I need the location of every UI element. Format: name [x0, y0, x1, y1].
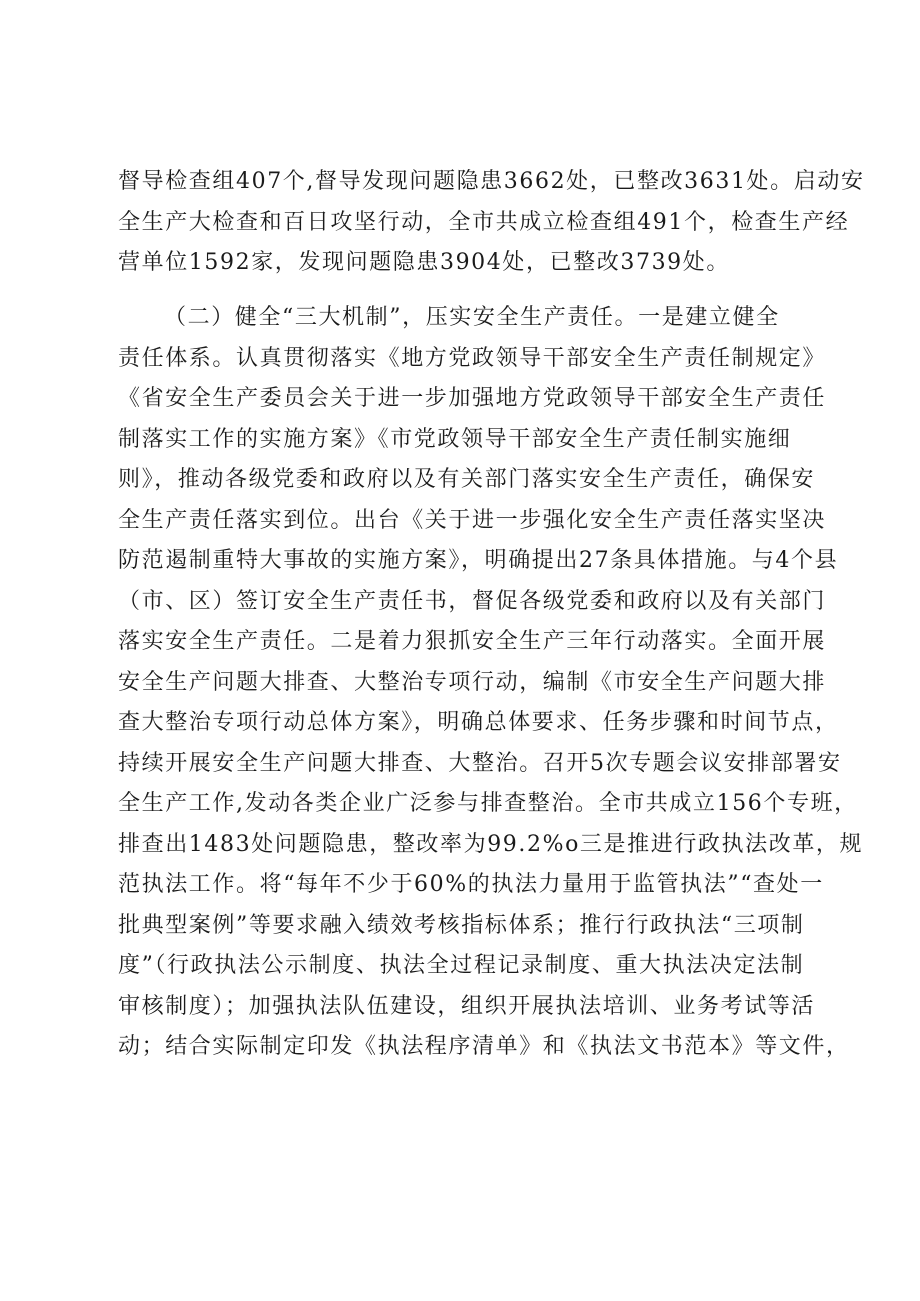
text-line: 范执法工作。将“每年不少于60%的执法力量用于监管执法”“查处一	[118, 872, 824, 897]
text-line: 落实安全生产责任。二是着力狠抓安全生产三年行动落实。全面开展	[118, 629, 827, 654]
text-line: 排查出1483处问题隐患，整改率为99.2%o三是推进行政执法改革，规	[118, 831, 864, 857]
text-line: 度”（行政执法公示制度、执法全过程记录制度、重大执法决定法制	[118, 953, 805, 978]
paragraph-continuation	[118, 162, 865, 284]
text-line: （市、区）签订安全生产责任书，督促各级党委和政府以及有关部门	[118, 588, 827, 614]
text-line: 安全生产问题大排查、大整治专项行动，编制《市安全生产问题大排	[118, 669, 827, 695]
text-line: 审核制度）；加强执法队伍建设，组织开展执法培训、业务考试等活	[118, 993, 816, 1019]
text-line: 全生产工作,发动各类企业广泛参与排查整治。全市共成立156个专班，	[118, 791, 858, 816]
text-line: 督导检查组407个,督导发现问题隐患3662处，已整改3631处。启动安	[118, 169, 865, 194]
text-line: 全生产大检查和百日攻坚行动，全市共成立检查组491个，检查生产经	[118, 209, 850, 235]
text-line: 持续开展安全生产问题大排查、大整治。召开5次专题会议安排部署安	[118, 750, 842, 776]
text-line: 制落实工作的实施方案》《市党政领导干部安全生产责任制实施细	[118, 426, 792, 452]
text-line: 责任体系。认真贯彻落实《地方党政领导干部安全生产责任制规定》	[118, 345, 827, 371]
paragraph-section-two	[118, 298, 864, 1068]
text-line: 动；结合实际制定印发《执法程序清单》和《执法文书范本》等文件，	[118, 1034, 850, 1059]
text-line: 营单位1592家，发现问题隐患3904处，已整改3739处。	[118, 250, 730, 275]
text-line: 全生产责任落实到位。出台《关于进一步强化安全生产责任落实坚决	[118, 507, 827, 533]
text-line: 查大整治专项行动总体方案》，明确总体要求、任务步骤和时间节点，	[118, 710, 839, 735]
text-line: 则》，推动各级党委和政府以及有关部门落实安全生产责任，确保安	[118, 467, 816, 492]
text-line: 批典型案例”等要求融入绩效考核指标体系；推行行政执法“三项制	[118, 912, 805, 938]
text-line: 《省安全生产委员会关于进一步加强地方党政领导干部安全生产责任	[118, 386, 827, 411]
section-heading-line: （二）健全“三大机制”，压实安全生产责任。一是建立健全	[164, 305, 780, 330]
text-line: 防范遏制重特大事故的实施方案》，明确提出27条具体措施。与4个县	[118, 548, 839, 573]
